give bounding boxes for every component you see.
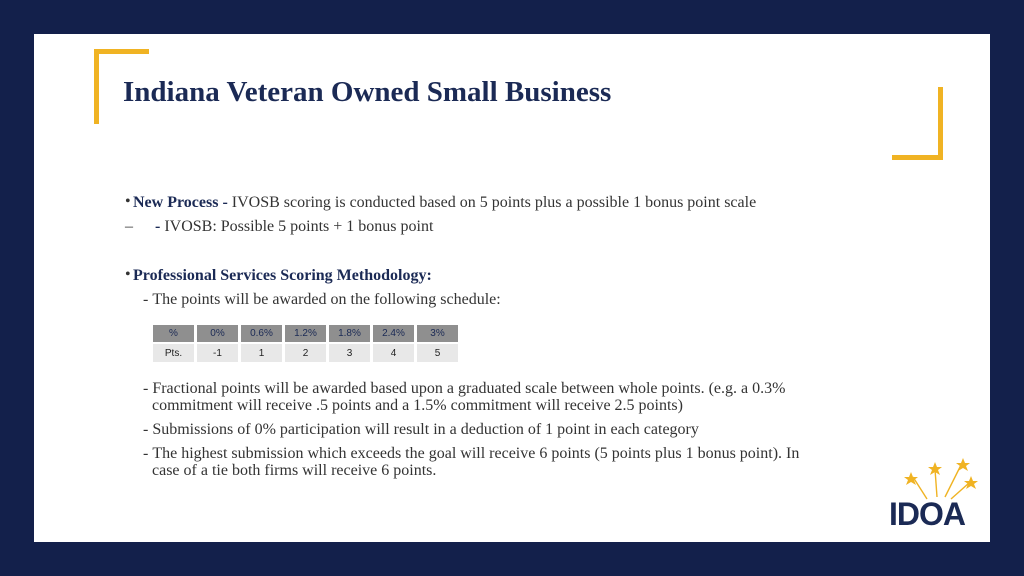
- table-cell: 5: [417, 344, 458, 362]
- slide: [34, 34, 990, 542]
- table-cell: -1: [197, 344, 238, 362]
- table-cell: 3: [329, 344, 370, 362]
- table-cell: Pts.: [153, 344, 194, 362]
- new-process-line: [133, 194, 756, 212]
- ivosb-line: [155, 218, 433, 236]
- new-process-text: IVOSB scoring is conducted based on 5 points plus a possible 1 bonus point scale: [227, 194, 757, 211]
- note-zero-participation: - Submissions of 0% participation will result in a deduction of 1 point in each category: [143, 421, 699, 438]
- note-fractional: - Fractional points will be awarded based upon a graduated scale between whole points. (e.g. a 0.3%: [143, 380, 786, 397]
- bullet-icon: •: [125, 266, 131, 283]
- note-highest-submission-cont: case of a tie both firms will receive 6 points.: [152, 462, 437, 479]
- bullet-icon: •: [125, 193, 131, 210]
- schedule-header-row: [153, 325, 458, 342]
- table-cell: 1: [241, 344, 282, 362]
- schedule-line: - The points will be awarded on the following schedule:: [143, 291, 501, 308]
- table-cell: 1.2%: [285, 325, 326, 342]
- corner-bracket-bottom-right: [892, 87, 943, 160]
- table-cell: %: [153, 325, 194, 342]
- sub-dash: –: [125, 218, 133, 235]
- slide-title: Indiana Veteran Owned Small Business: [123, 76, 612, 108]
- table-cell: 1.8%: [329, 325, 370, 342]
- table-cell: 2: [285, 344, 326, 362]
- ivosb-text: IVOSB: Possible 5 points + 1 bonus point: [160, 218, 434, 235]
- schedule-table: [150, 323, 461, 364]
- table-cell: 3%: [417, 325, 458, 342]
- methodology-heading: Professional Services Scoring Methodology:: [133, 267, 432, 284]
- schedule-points-row: [153, 344, 458, 362]
- idoa-logo: IDOA: [889, 496, 965, 532]
- note-fractional-cont: commitment will receive .5 points and a 1.5% commitment will receive 2.5 points): [152, 397, 683, 414]
- table-cell: 0.6%: [241, 325, 282, 342]
- table-cell: 4: [373, 344, 414, 362]
- new-process-label: New Process -: [133, 194, 228, 211]
- table-cell: 2.4%: [373, 325, 414, 342]
- note-highest-submission: - The highest submission which exceeds the goal will receive 6 points (5 points plus 1 bonus point). In: [143, 445, 800, 462]
- table-cell: 0%: [197, 325, 238, 342]
- ivosb-dash: -: [155, 218, 161, 235]
